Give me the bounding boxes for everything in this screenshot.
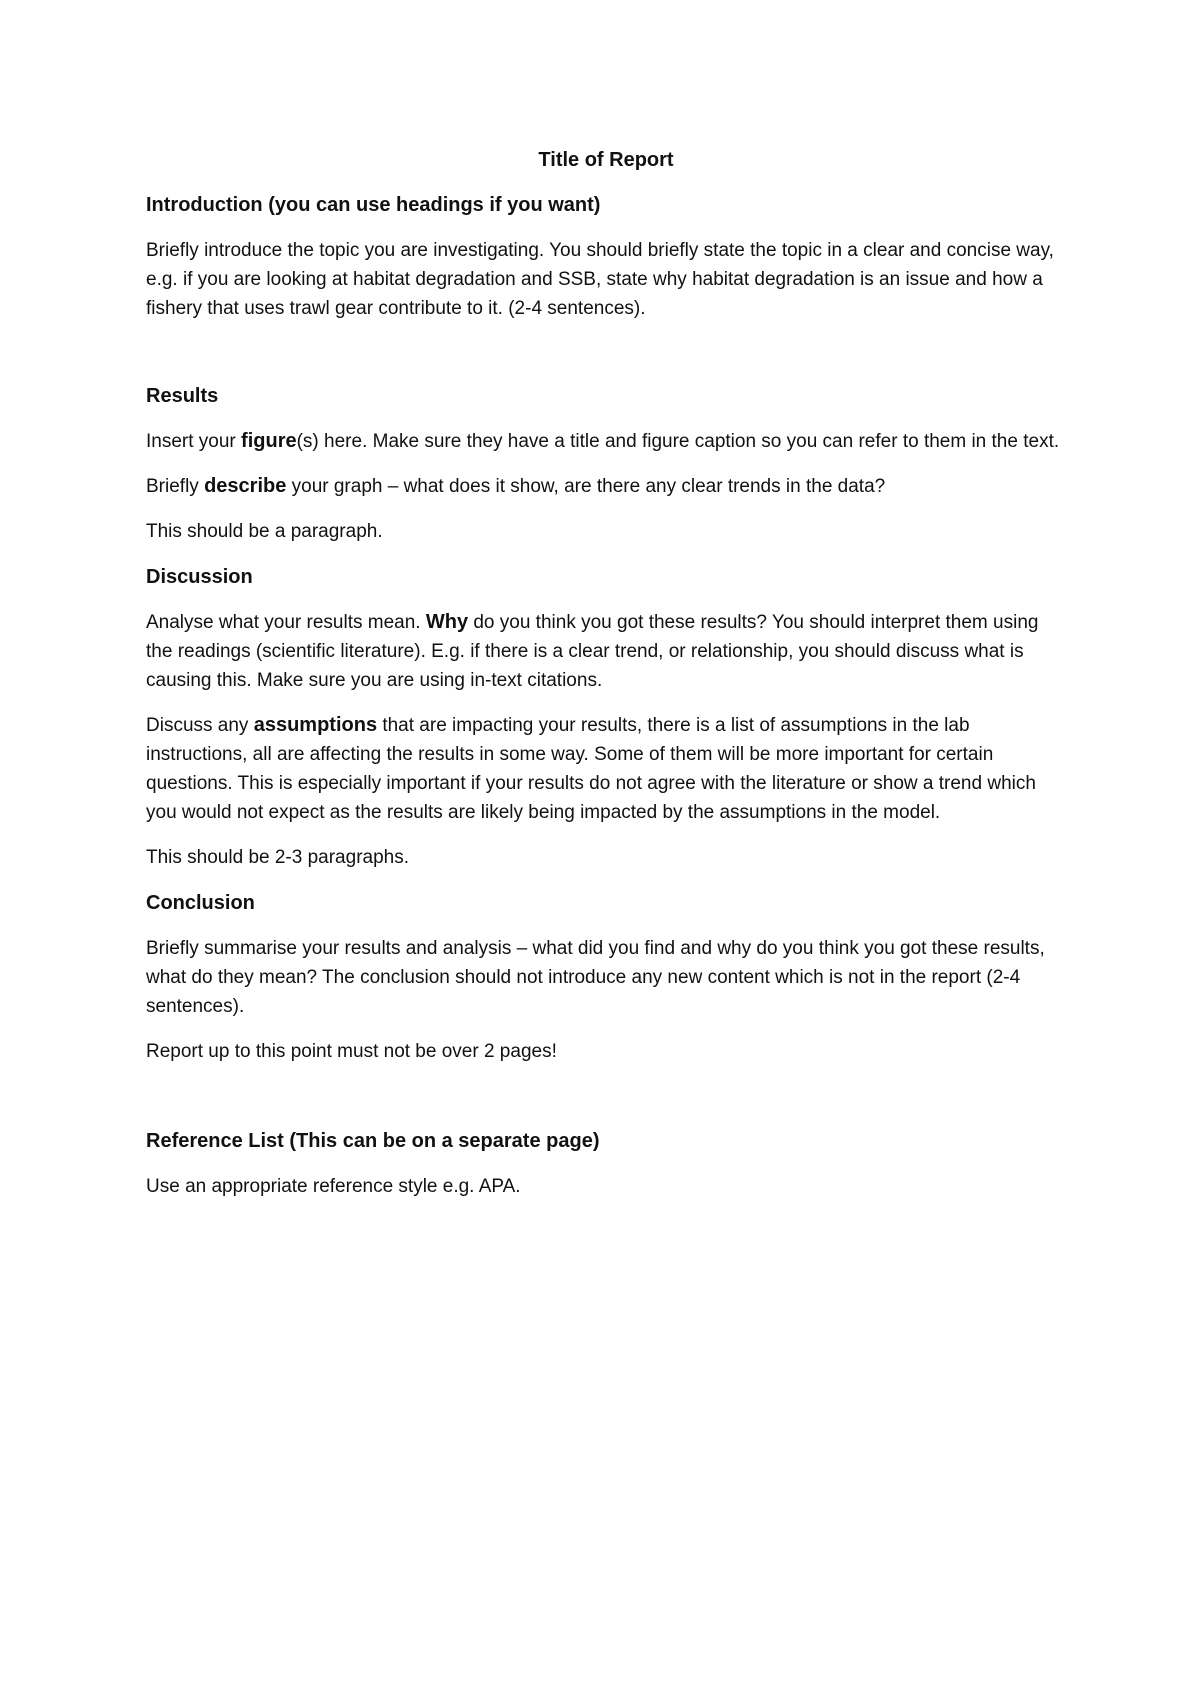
results-p2-text-a: Briefly bbox=[146, 476, 205, 497]
references-paragraph: Use an appropriate reference style e.g. APA. bbox=[146, 1176, 521, 1197]
conclusion-paragraph-2: Report up to this point must not be over 2 pages! bbox=[146, 1041, 557, 1062]
discussion-p1-text-b: do you think you got these results? You should interpret them using the readings (scientific literature). E.g. if there is a clear trend, or relationship, you should discuss what is causing this. Make sure you are using in-text citations. bbox=[146, 612, 1039, 691]
references-heading: Reference List (This can be on a separate page) bbox=[146, 1130, 600, 1152]
discussion-p2-text-a: Discuss any bbox=[146, 715, 254, 736]
references-section bbox=[146, 1126, 1066, 1201]
discussion-p2-emphasis: assumptions bbox=[253, 714, 378, 736]
discussion-paragraph-2 bbox=[146, 711, 1066, 827]
discussion-p1-text-a: Analyse what your results mean. bbox=[146, 612, 426, 633]
introduction-paragraph: Briefly introduce the topic you are investigating. You should briefly state the topic in a clear and concise way, e.g. if you are looking at habitat degradation and SSB, state why habitat degradation is an issue and how a fishery that uses trawl gear contribute to it. (2-4 sentences). bbox=[146, 240, 1054, 319]
results-p1-emphasis: figure bbox=[241, 430, 297, 452]
discussion-section bbox=[146, 562, 1066, 872]
results-p2-text-b: your graph – what does it show, are there any clear trends in the data? bbox=[286, 476, 886, 497]
discussion-paragraph-3: This should be 2-3 paragraphs. bbox=[146, 847, 409, 868]
introduction-heading: Introduction (you can use headings if you want) bbox=[146, 194, 601, 216]
section-spacer bbox=[146, 1082, 1066, 1126]
discussion-heading: Discussion bbox=[146, 566, 253, 588]
discussion-p1-emphasis: Why bbox=[425, 611, 469, 633]
section-spacer bbox=[146, 339, 1066, 381]
discussion-paragraph-1 bbox=[146, 608, 1066, 695]
results-paragraph-3: This should be a paragraph. bbox=[146, 521, 383, 542]
conclusion-heading: Conclusion bbox=[146, 892, 255, 914]
conclusion-section bbox=[146, 888, 1066, 1066]
results-p2-emphasis: describe bbox=[204, 475, 287, 497]
results-heading: Results bbox=[146, 385, 219, 407]
introduction-section bbox=[146, 190, 1066, 323]
results-section bbox=[146, 381, 1066, 546]
results-paragraph-2 bbox=[146, 472, 1066, 501]
document-title: Title of Report bbox=[538, 149, 674, 171]
results-paragraph-1 bbox=[146, 427, 1066, 456]
results-p1-text-a: Insert your bbox=[146, 431, 242, 452]
results-p1-text-b: (s) here. Make sure they have a title and figure caption so you can refer to them in the text. bbox=[296, 431, 1060, 452]
discussion-p2-text-b: that are impacting your results, there is a list of assumptions in the lab instructions, all are affecting the results in some way. Some of them will be more important for certain questions. This is especially important if your results do not agree with the literature or show a trend which you would not expect as the results are likely being impacted by the assumptions in the model. bbox=[146, 715, 1036, 823]
document-body bbox=[146, 145, 1066, 1217]
conclusion-paragraph-1: Briefly summarise your results and analysis – what did you find and why do you think you got these results, what do they mean? The conclusion should not introduce any new content which is not in the report (2-4 sentences). bbox=[146, 938, 1045, 1017]
